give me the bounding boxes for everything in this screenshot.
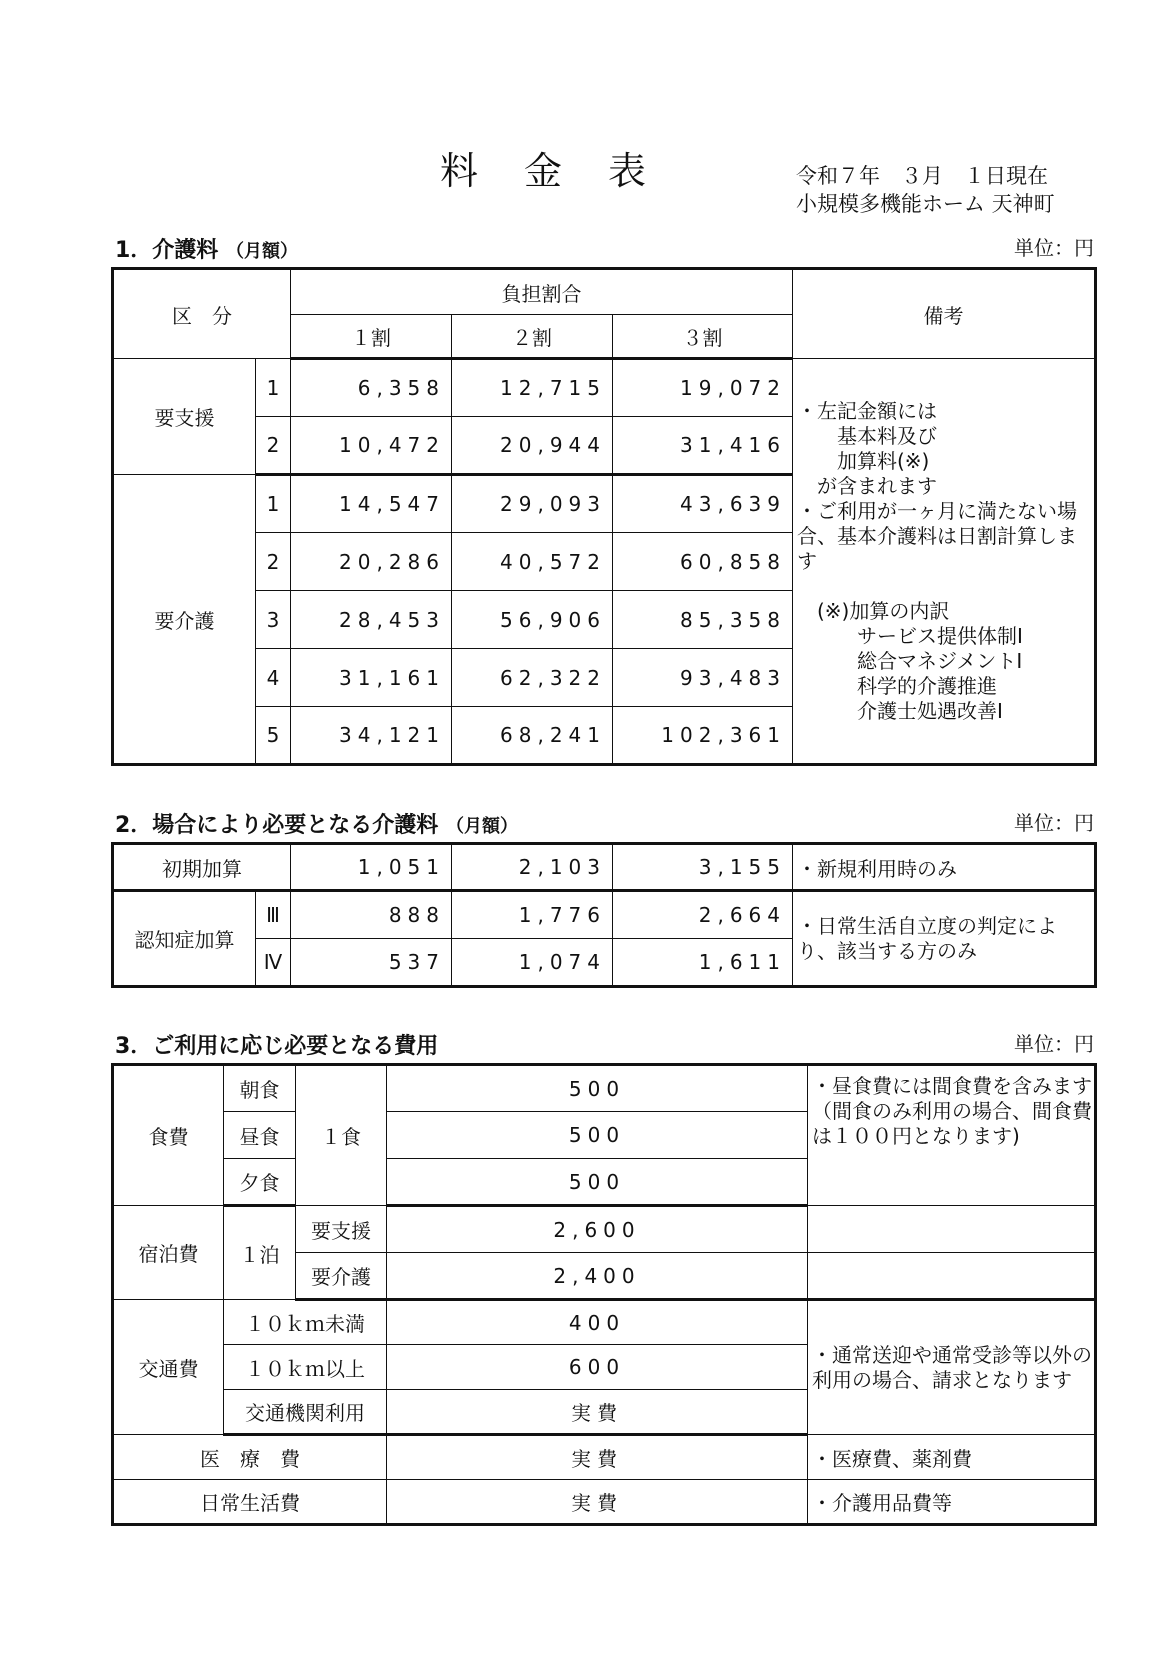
section3-unit: 単位：円 <box>1014 1032 1094 1056</box>
dementia-label: 認知症加算 <box>113 891 256 987</box>
fee-cell: 85,358 <box>613 591 793 649</box>
remarks-cell: ・左記金額には 基本料及び 加算料(※) が含まれます ・ご利用が一ヶ月に満たない場合、基本介護料は日割計算します (※)加算の内訳 サービス提供体制Ⅰ 総合マネジメントⅠ 科学的介護推進 介護士処遇改善Ⅰ <box>793 359 1096 765</box>
fee-cell: 14,547 <box>291 475 452 533</box>
initial-label: 初期加算 <box>113 844 291 891</box>
fee-cell: 56,906 <box>452 591 613 649</box>
header-category: 区 分 <box>113 269 291 359</box>
cost-cell: 実費 <box>387 1390 808 1435</box>
transport-name: １０ｋｍ未満 <box>224 1300 387 1345</box>
fee-cell: 60,858 <box>613 533 793 591</box>
meal-label: 食費 <box>113 1065 224 1206</box>
stay-per: １泊 <box>224 1206 296 1300</box>
header-ratio-2: ２割 <box>452 315 613 359</box>
fee-cell: 19,072 <box>613 359 793 417</box>
medical-remark: ・医療費、薬剤費 <box>808 1435 1096 1480</box>
cost-cell: 2,400 <box>387 1253 808 1300</box>
cost-cell: 500 <box>387 1065 808 1112</box>
fee-cell: 2,103 <box>452 844 613 891</box>
additional-fee-table <box>111 842 1097 988</box>
fee-cell: 20,944 <box>452 417 613 475</box>
stay-name: 要介護 <box>296 1253 387 1300</box>
page-title: 料金表 <box>440 149 693 193</box>
level-cell: 2 <box>256 417 291 475</box>
section1-title: 1．介護料 （月額） <box>115 238 298 263</box>
cost-cell: 500 <box>387 1112 808 1159</box>
dementia-remark: ・日常生活自立度の判定により、該当する方のみ <box>793 891 1096 987</box>
fee-cell: 62,322 <box>452 649 613 707</box>
fee-cell: 68,241 <box>452 707 613 765</box>
transport-remark: ・通常送迎や通常受診等以外の利用の場合、請求となります <box>808 1300 1096 1435</box>
fee-cell: 1,051 <box>291 844 452 891</box>
fee-cell: 10,472 <box>291 417 452 475</box>
daily-label: 日常生活費 <box>113 1480 387 1525</box>
level-cell: 4 <box>256 649 291 707</box>
stay-label: 宿泊費 <box>113 1206 224 1300</box>
fee-cell: 12,715 <box>452 359 613 417</box>
daily-remark: ・介護用品費等 <box>808 1480 1096 1525</box>
transport-name: １０ｋｍ以上 <box>224 1345 387 1390</box>
fee-cell: 1,776 <box>452 891 613 939</box>
cost-cell: 600 <box>387 1345 808 1390</box>
fee-cell: 34,121 <box>291 707 452 765</box>
level-cell: 2 <box>256 533 291 591</box>
fee-cell: 28,453 <box>291 591 452 649</box>
fee-cell: 6,358 <box>291 359 452 417</box>
fee-cell: 40,572 <box>452 533 613 591</box>
fee-cell: 3,155 <box>613 844 793 891</box>
meal-name: 昼食 <box>224 1112 296 1159</box>
cost-cell: 400 <box>387 1300 808 1345</box>
group-label-care: 要介護 <box>113 475 256 765</box>
usage-cost-table <box>111 1063 1097 1526</box>
meal-remark: ・昼食費には間食費を含みます（間食のみ利用の場合、間食費は１００円となります) <box>808 1065 1096 1206</box>
fee-cell: 2,664 <box>613 891 793 939</box>
fee-cell: 102,361 <box>613 707 793 765</box>
cost-cell: 実費 <box>387 1480 808 1525</box>
section2-title: 2．場合により必要となる介護料 （月額） <box>115 813 518 838</box>
header-remarks: 備考 <box>793 269 1096 359</box>
fee-cell: 1,074 <box>452 939 613 987</box>
cost-cell: 実費 <box>387 1435 808 1480</box>
fee-cell: 20,286 <box>291 533 452 591</box>
fee-cell: 43,639 <box>613 475 793 533</box>
care-fee-table <box>111 267 1097 766</box>
fee-cell: 29,093 <box>452 475 613 533</box>
level-cell: 1 <box>256 359 291 417</box>
level-cell: Ⅲ <box>256 891 291 939</box>
section1-unit: 単位：円 <box>1014 236 1094 260</box>
section3-title: 3．ご利用に応じ必要となる費用 <box>115 1034 439 1059</box>
meal-name: 夕食 <box>224 1159 296 1206</box>
header-ratio-3: ３割 <box>613 315 793 359</box>
header-burden: 負担割合 <box>291 269 793 315</box>
section2-unit: 単位：円 <box>1014 811 1094 835</box>
fee-cell: 537 <box>291 939 452 987</box>
meal-per: １食 <box>296 1065 387 1206</box>
fee-cell: 31,416 <box>613 417 793 475</box>
as-of-date: 令和７年 ３月 １日現在 <box>796 164 1048 188</box>
level-cell: 3 <box>256 591 291 649</box>
group-label-support: 要支援 <box>113 359 256 475</box>
fee-cell: 888 <box>291 891 452 939</box>
cost-cell: 2,600 <box>387 1206 808 1253</box>
empty-remark <box>808 1253 1096 1300</box>
transport-label: 交通費 <box>113 1300 224 1435</box>
empty-remark <box>808 1206 1096 1253</box>
header-ratio-1: １割 <box>291 315 452 359</box>
cost-cell: 500 <box>387 1159 808 1206</box>
level-cell: Ⅳ <box>256 939 291 987</box>
fee-cell: 31,161 <box>291 649 452 707</box>
level-cell: 5 <box>256 707 291 765</box>
initial-remark: ・新規利用時のみ <box>793 844 1096 891</box>
transport-name: 交通機関利用 <box>224 1390 387 1435</box>
medical-label: 医 療 費 <box>113 1435 387 1480</box>
fee-cell: 93,483 <box>613 649 793 707</box>
level-cell: 1 <box>256 475 291 533</box>
facility-name: 小規模多機能ホーム 天神町 <box>796 192 1055 216</box>
fee-cell: 1,611 <box>613 939 793 987</box>
meal-name: 朝食 <box>224 1065 296 1112</box>
stay-name: 要支援 <box>296 1206 387 1253</box>
